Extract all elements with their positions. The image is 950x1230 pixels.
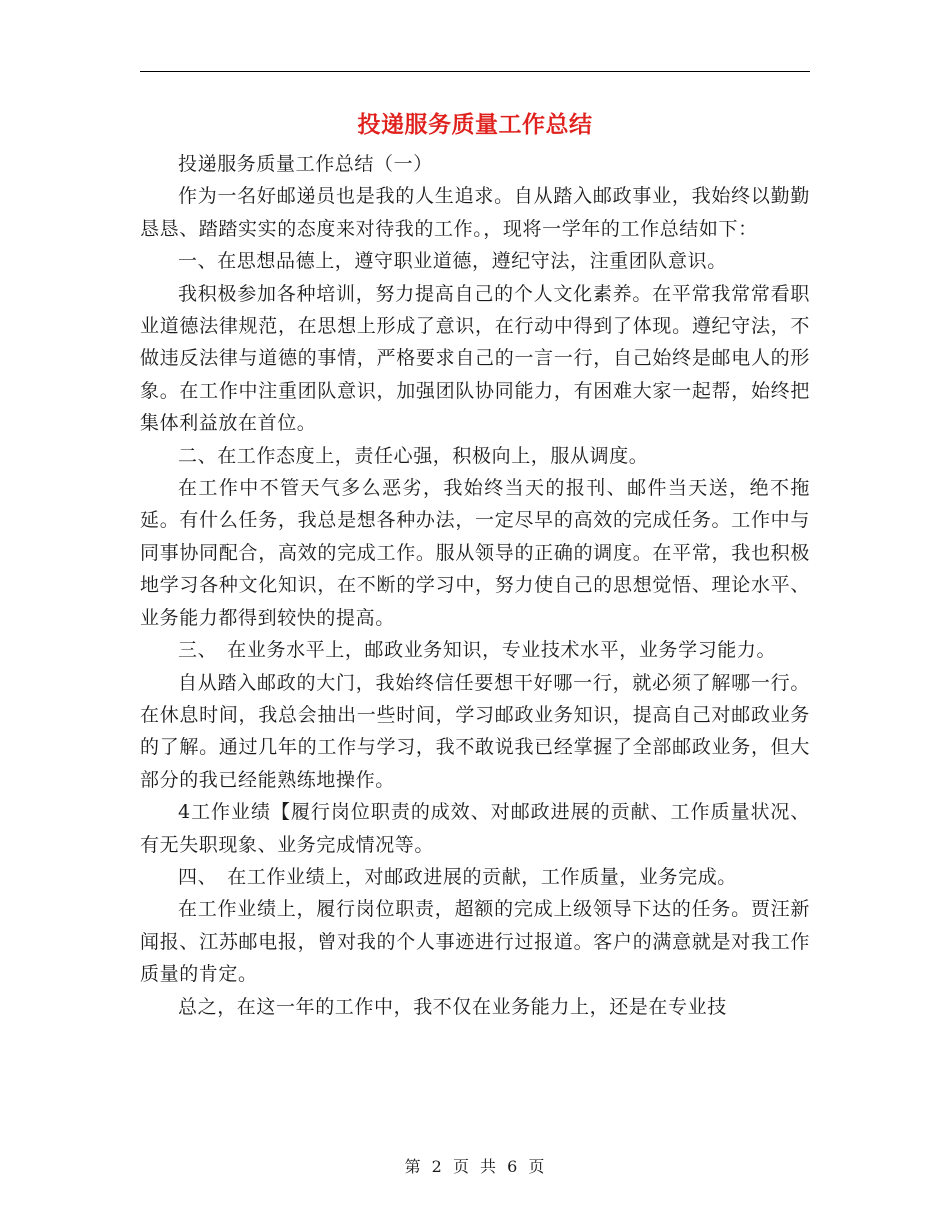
body-paragraph: 自从踏入邮政的大门，我始终信任要想干好哪一行，就必须了解哪一行。在休息时间，我总会抽出一些时间，学习邮政业务知识，提高自己对邮政业务的了解。通过几年的工作与学习，我不敢说我已经掌握了全部邮政业务，但大部分的我已经能熟练地操作。 — [140, 671, 810, 791]
body-paragraph: 我积极参加各种培训，努力提高自己的个人文化素养。在平常我常常看职业道德法律规范，在思想上形成了意识，在行动中得到了体现。遵纪守法，不做违反法律与道德的事情，严格要求自己的一言一行，自己始终是邮电人的形象。在工作中注重团队意识，加强团队协同能力，有困难大家一起帮，始终把集体利益放在首位。 — [140, 282, 810, 435]
section-heading: 四、 在工作业绩上，对邮政进展的贡献，工作质量，业务完成。 — [178, 865, 737, 888]
body-paragraph: 4工作业绩【履行岗位职责的成效、对邮政进展的贡献、工作质量状况、有无失职现象、业务完成情况等。 — [140, 801, 810, 856]
body-paragraph: 在工作中不管天气多么恶劣，我始终当天的报刊、邮件当天送，绝不拖延。有什么任务，我总是想各种办法，一定尽早的高效的完成任务。工作中与同事协同配合，高效的完成工作。服从领导的正确的调度。在平常，我也积极地学习各种文化知识，在不断的学习中，努力使自己的思想觉悟、理论水平、业务能力都得到较快的提高。 — [140, 477, 810, 629]
section-heading: 三、 在业务水平上，邮政业务知识，专业技术水平，业务学习能力。 — [178, 639, 777, 662]
document-title: 投递服务质量工作总结 — [357, 111, 593, 138]
section-heading: 一、在思想品德上，遵守职业道德，遵纪守法，注重团队意识。 — [178, 250, 727, 273]
section-heading: 二、在工作态度上，责任心强，积极向上，服从调度。 — [178, 444, 649, 467]
body-paragraph: 作为一名好邮递员也是我的人生追求。自从踏入邮政事业，我始终以勤勤恳恳、踏踏实实的态度来对待我的工作。，现将一学年的工作总结如下： — [140, 185, 810, 240]
body-paragraph: 在工作业绩上，履行岗位职责，超额的完成上级领导下达的任务。贾汪新闻报、江苏邮电报，曾对我的个人事迹进行过报道。客户的满意就是对我工作质量的肯定。 — [140, 898, 810, 986]
page-number: 第 2 页 共 6 页 — [404, 1157, 546, 1176]
document-body — [140, 148, 810, 1023]
section-heading: 投递服务质量工作总结（一） — [178, 153, 433, 175]
body-paragraph: 总之，在这一年的工作中，我不仅在业务能力上，还是在专业技 — [178, 995, 727, 1018]
header-rule — [140, 71, 810, 72]
